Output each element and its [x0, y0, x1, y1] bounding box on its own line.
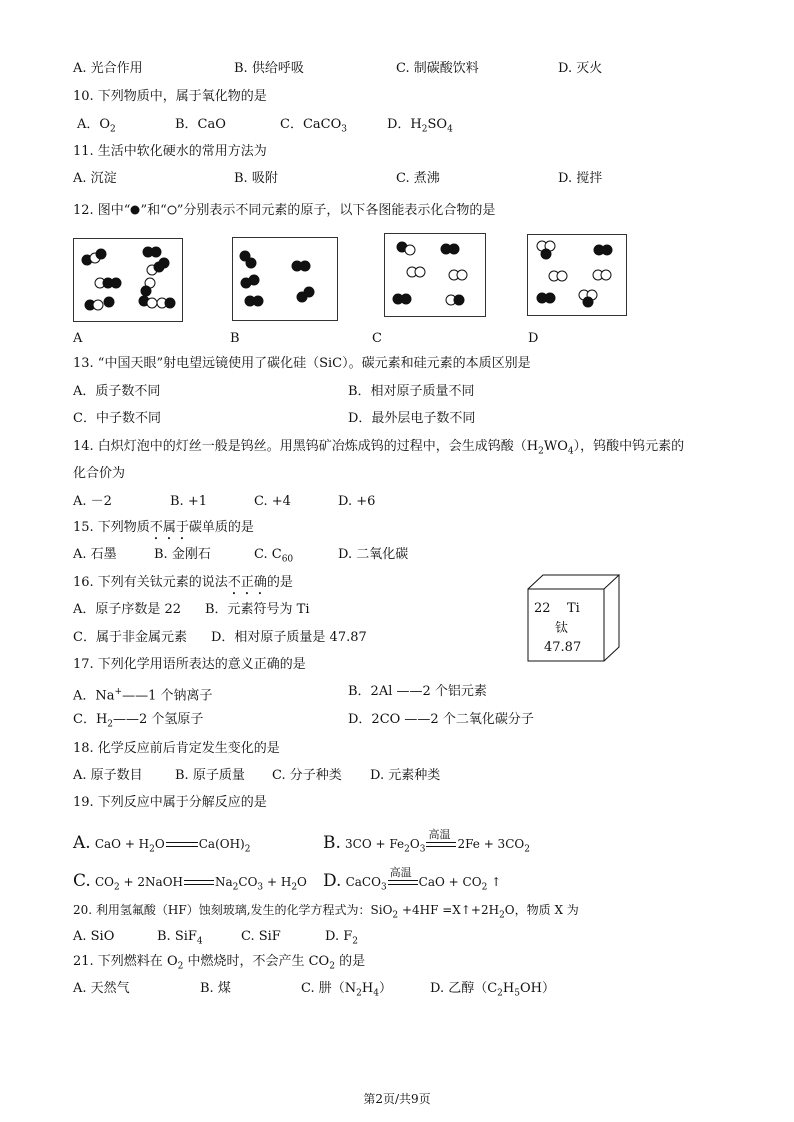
q19-equation-a: CaO + $H_2O$ $Ca(OH)_2$: [94, 837, 251, 855]
q13-option-d: D．最外层电子数不同: [348, 411, 476, 426]
q21-option-d: D. 乙醇$(C_2H_5OH)$: [430, 981, 555, 999]
q14-option-c: C. +4: [254, 494, 291, 509]
q12-label-b: B: [230, 331, 240, 346]
q16-option-d: D．相对原子质量是 47.87: [211, 630, 367, 645]
q19-equation-b: $3CO + Fe_2O_3$ 高温 $2Fe + 3CO_2$: [345, 828, 530, 855]
q12-diagram-a-molecules: [74, 239, 182, 321]
element-symbol: Ti: [567, 601, 580, 616]
q11-option-c: C. 煮沸: [396, 171, 440, 186]
q20-option-c: C. SiF: [241, 929, 281, 944]
q19-option-b-letter: B.: [323, 833, 341, 853]
q19-option-a: [73, 834, 250, 858]
q12-diagram-c-molecules: [385, 234, 485, 316]
q9-option-b: B. 供给呼吸: [234, 61, 304, 76]
q20-option-b: B. SiF$_4$: [157, 929, 203, 947]
hollow-atom-icon: [167, 205, 177, 215]
equals-sign-icon: [388, 866, 418, 885]
q20-option-a: A. SiO: [73, 929, 115, 944]
q11-option-a: A. 沉淀: [73, 171, 117, 186]
q17-option-a: A．Na+——1 个钠离子: [73, 687, 213, 704]
q21-option-a: A. 天然气: [73, 981, 130, 996]
element-atomic-mass: 47.87: [544, 640, 582, 655]
q10-option-b: B．CaO: [175, 117, 226, 132]
q18-option-b: B. 原子质量: [175, 768, 245, 783]
q9-option-c: C. 制碳酸饮料: [396, 61, 479, 76]
q18-option-c: C. 分子种类: [272, 768, 342, 783]
q11-option-b: B. 吸附: [234, 171, 278, 186]
q14-option-a: A. －2: [73, 494, 112, 509]
q12-stem: 12. 图中“ ”和“ ”分别表示不同元素的原子，以下各图能表示化合物的是: [73, 203, 496, 218]
q19-equation-c: $CO_2$ + 2NaOH $Na_2CO_3 + H_2O$: [94, 875, 307, 893]
reaction-condition: 高温: [428, 828, 451, 841]
q9-option-d: D. 灭火: [558, 61, 603, 76]
q16-option-b: B．元素符号为 Ti: [205, 602, 310, 617]
q9-option-a: A. 光合作用: [73, 61, 143, 76]
q10-stem: 10. 下列物质中，属于氧化物的是: [73, 89, 267, 104]
q16-option-a: A．原子序数是 22: [73, 602, 182, 617]
q14-stem: 14. 白炽灯泡中的灯丝一般是钨丝。用黑钨矿冶炼成钨的过程中，会生成钨酸$(H_2WO_4)$，钨酸中钨元素的: [73, 439, 685, 457]
equals-sign-icon: [166, 842, 198, 847]
q19-option-a-letter: A.: [73, 833, 91, 853]
q12-diagram-c: [384, 233, 486, 317]
q16-stem: 16. 下列有关钛元素的说法不正确的是: [73, 575, 293, 590]
q15-option-d: D. 二氧化碳: [338, 547, 409, 562]
q15-stem: 15. 下列物质不属于碳单质的是: [73, 520, 254, 535]
equals-sign-icon: [426, 828, 456, 847]
q12-label-a: A: [73, 331, 83, 346]
q21-option-c: C. 肼$(N_2H_4)$: [301, 981, 392, 999]
q12-diagram-d-molecules: [528, 235, 626, 315]
q18-option-a: A. 原子数目: [73, 768, 143, 783]
q20-option-d: D. $F_2$: [325, 929, 358, 947]
q10-option-a: A．$O_2$: [77, 117, 116, 135]
q11-stem: 11. 生活中软化硬水的常用方法为: [73, 144, 267, 159]
q19-option-c-letter: C.: [73, 871, 91, 891]
q17-option-c: C．$H_2——2$ 个氢原子: [73, 712, 204, 730]
q10-option-d: D．$H_2SO_4$: [387, 117, 453, 135]
page-number-footer: 第2页/共9页: [363, 1092, 431, 1106]
q20-stem: 20. 利用氢氟酸（HF）蚀刻玻璃,发生的化学方程式为：$SiO_2 +4HF =X↑+2H_2O$，物质 X 为: [73, 903, 579, 921]
q21-option-b: B. 煤: [200, 981, 231, 996]
q19-stem: 19. 下列反应中属于分解反应的是: [73, 795, 267, 810]
q14-stem-line2: 化合价为: [73, 466, 126, 481]
q18-option-d: D. 元素种类: [370, 768, 441, 783]
q18-stem: 18. 化学反应前后肯定发生变化的是: [73, 741, 280, 756]
filled-atom-icon: [130, 205, 140, 215]
q17-option-b: B．2Al ——2 个铝元素: [348, 684, 487, 699]
q12-diagram-d: [527, 234, 627, 316]
q10-option-c: C．CaCO$_3$: [280, 117, 347, 135]
q16-option-c: C．属于非金属元素: [73, 630, 187, 645]
q15-option-b: B. 金刚石: [154, 547, 211, 562]
equals-sign-icon: [184, 880, 214, 885]
q15-option-a: A. 石墨: [73, 547, 117, 562]
q12-diagram-b-molecules: [233, 238, 337, 320]
q21-stem: 21. 下列燃料在 $O_2$ 中燃烧时，不会产生 $CO_2$ 的是: [73, 954, 366, 972]
titanium-element-card: [527, 573, 623, 665]
q11-option-d: D. 搅拌: [558, 171, 603, 186]
q15-option-c: C. $C_{60}$: [254, 547, 294, 565]
q17-option-d: D．2CO ——2 个二氧化碳分子: [348, 712, 534, 727]
q12-diagram-b: [232, 237, 338, 321]
q14-option-d: D. +6: [338, 494, 376, 509]
q19-option-d-letter: D.: [323, 871, 342, 891]
q12-diagram-a: [73, 238, 183, 322]
q13-option-c: C．中子数不同: [73, 411, 161, 426]
q13-option-a: A．质子数不同: [73, 384, 161, 399]
q19-option-b: [323, 828, 530, 858]
q13-option-b: B．相对原子质量不同: [348, 384, 475, 399]
q12-label-d: D: [528, 331, 539, 346]
q17-stem: 17. 下列化学用语所表达的意义正确的是: [73, 657, 306, 672]
element-atomic-number: 22: [534, 601, 551, 616]
q19-option-c: [73, 872, 307, 896]
q13-stem: 13. “中国天眼”射电望远镜使用了碳化硅（SiC）。碳元素和硅元素的本质区别是: [73, 356, 531, 371]
q19-equation-d: CaCO$_3$ 高温 CaO + $CO_2$ ↑: [345, 866, 502, 893]
q19-option-d: [323, 866, 502, 896]
q12-label-c: C: [372, 331, 382, 346]
q14-option-b: B. +1: [170, 494, 207, 509]
reaction-condition: 高温: [389, 866, 412, 879]
element-name: 钛: [555, 621, 569, 636]
